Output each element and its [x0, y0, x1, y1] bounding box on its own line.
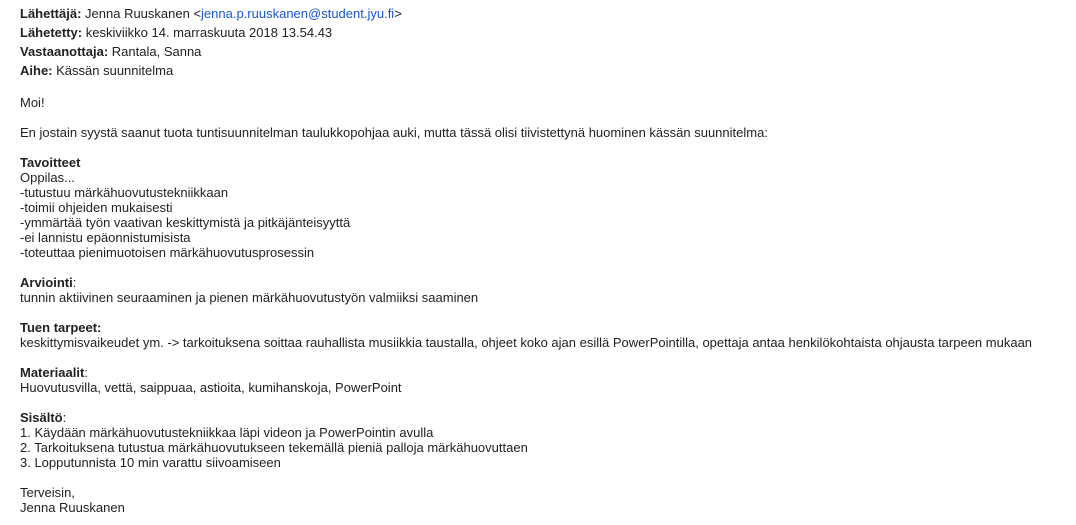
sender-email-link[interactable]: jenna.p.ruuskanen@student.jyu.fi — [201, 6, 395, 21]
content-line: 1. Käydään märkähuovutustekniikkaa läpi videon ja PowerPointin avulla — [20, 425, 434, 440]
assessment-heading: Arviointi — [20, 275, 73, 290]
goals-line: -ymmärtää työn vaativan keskittymistä ja pitkäjänteisyyttä — [20, 215, 351, 230]
content-line: 3. Lopputunnista 10 min varattu siivoamiseen — [20, 455, 281, 470]
email-header — [20, 4, 1076, 80]
subject-row — [20, 61, 1076, 80]
support-heading: Tuen tarpeet: — [20, 320, 102, 335]
materials-section — [20, 365, 1076, 395]
content-colon: : — [62, 410, 67, 425]
signature: Jenna Ruuskanen — [20, 500, 125, 515]
subject-label: Aihe: — [20, 63, 53, 78]
goals-line: -tutustuu märkähuovutustekniikkaan — [20, 185, 229, 200]
content-heading: Sisältö — [20, 410, 63, 425]
goals-line: -toteuttaa pienimuotoisen märkähuovutusprosessin — [20, 245, 315, 260]
sent-row — [20, 23, 1076, 42]
from-name: Jenna Ruuskanen < — [85, 6, 202, 21]
goals-line: -ei lannistu epäonnistumisista — [20, 230, 191, 245]
from-close-bracket: > — [394, 6, 402, 21]
from-label: Lähettäjä: — [20, 6, 82, 21]
to-row — [20, 42, 1076, 61]
greeting: Moi! — [20, 95, 45, 110]
to-label: Vastaanottaja: — [20, 44, 109, 59]
goals-line: Oppilas... — [20, 170, 75, 185]
from-row — [20, 4, 1076, 23]
assessment-text: tunnin aktiivinen seuraaminen ja pienen märkähuovutustyön valmiiksi saaminen — [20, 290, 479, 305]
materials-text: Huovutusvilla, vettä, saippuaa, astioita, kumihanskoja, PowerPoint — [20, 380, 402, 395]
subject-value: Kässän suunnitelma — [56, 63, 174, 78]
content-line: 2. Tarkoituksena tutustua märkähuovutukseen tekemällä pieniä palloja märkähuovuttaen — [20, 440, 528, 455]
assessment-section — [20, 275, 1076, 305]
content-heading-row — [20, 410, 1076, 425]
goals-section — [20, 155, 1076, 260]
intro-paragraph: En jostain syystä saanut tuota tuntisuunnitelman taulukkopohjaa auki, mutta tässä olisi tiivistettynä huominen kässän suunnitelma: — [20, 125, 768, 140]
materials-heading: Materiaalit — [20, 365, 85, 380]
assessment-heading-row — [20, 275, 1076, 290]
goals-line: -toimii ohjeiden mukaisesti — [20, 200, 173, 215]
closing: Terveisin, — [20, 485, 75, 500]
to-value: Rantala, Sanna — [111, 44, 202, 59]
materials-heading-row — [20, 365, 1076, 380]
sent-label: Lähetetty: — [20, 25, 83, 40]
support-text: keskittymisvaikeudet ym. -> tarkoituksena soittaa rauhallista musiikkia taustalla, ohjeet koko ajan esillä PowerPointilla, opettaja antaa henkilökohtaista ohjausta tarpeen mukaan — [20, 335, 1033, 350]
materials-colon: : — [84, 365, 88, 380]
assessment-colon: : — [72, 275, 77, 290]
support-section — [20, 320, 1076, 350]
sent-value: keskiviikko 14. marraskuuta 2018 13.54.43 — [85, 25, 333, 40]
content-section — [20, 410, 1076, 470]
goals-heading: Tavoitteet — [20, 155, 81, 170]
